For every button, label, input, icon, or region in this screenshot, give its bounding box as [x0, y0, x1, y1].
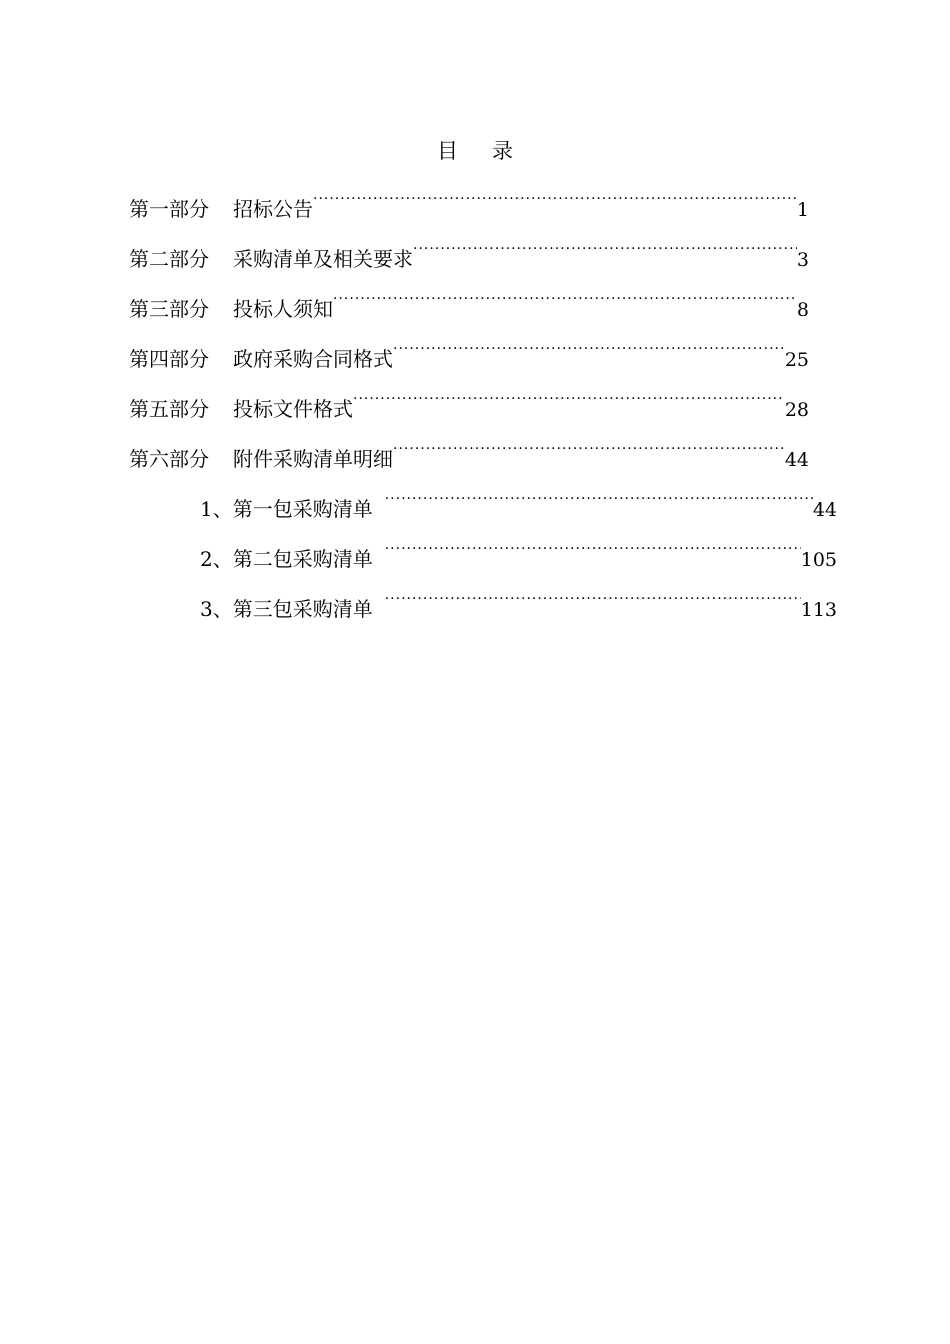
toc-dot-leader	[413, 234, 797, 266]
toc-entry-part: 第四部分	[129, 347, 209, 371]
toc-sub-entry-label: 1、第一包采购清单	[200, 497, 373, 521]
toc-entry[interactable]	[129, 234, 809, 271]
toc-entry-label: 政府采购合同格式	[233, 347, 393, 371]
toc-entry[interactable]	[129, 334, 809, 371]
toc-entry-label: 投标文件格式	[233, 397, 353, 421]
toc-dot-leader	[385, 584, 801, 616]
toc-dot-leader	[353, 384, 785, 416]
toc-dot-leader	[313, 184, 797, 216]
toc-entry-label: 投标人须知	[233, 297, 333, 321]
toc-sub-entry[interactable]	[200, 484, 837, 521]
toc-entry-page: 8	[796, 299, 809, 321]
toc-dot-leader	[393, 334, 785, 366]
toc-entry-page: 1	[796, 199, 809, 221]
toc-sub-entry-page: 105	[800, 549, 837, 571]
toc-entry[interactable]	[129, 284, 809, 321]
toc-dot-leader	[333, 284, 797, 316]
toc-entry-page: 3	[796, 249, 809, 271]
toc-entry[interactable]	[129, 384, 809, 421]
toc-sub-entry-page: 113	[800, 599, 837, 621]
toc-entry-label: 招标公告	[233, 197, 313, 221]
toc-entry-page: 28	[784, 399, 809, 421]
toc-entry-label: 采购清单及相关要求	[233, 247, 413, 271]
toc-entry-part: 第六部分	[129, 447, 209, 471]
toc-entry-page: 44	[784, 449, 809, 471]
toc-entry-part: 第五部分	[129, 397, 209, 421]
toc-entry-part: 第一部分	[129, 197, 209, 221]
toc-entry[interactable]	[129, 434, 809, 471]
toc-sub-entry-label: 2、第二包采购清单	[200, 547, 373, 571]
toc-dot-leader	[393, 434, 785, 466]
toc-entry-part: 第二部分	[129, 247, 209, 271]
toc-entry-label: 附件采购清单明细	[233, 447, 393, 471]
toc-dot-leader	[385, 484, 813, 516]
toc-sub-entry[interactable]	[200, 534, 837, 571]
toc-sub-entry-label: 3、第三包采购清单	[200, 597, 373, 621]
toc-sub-entry-page: 44	[812, 499, 837, 521]
toc-entry[interactable]	[129, 184, 809, 221]
toc-sub-entry[interactable]	[200, 584, 837, 621]
toc-entry-part: 第三部分	[129, 297, 209, 321]
toc-entry-page: 25	[784, 349, 809, 371]
toc-title: 目录	[437, 139, 547, 163]
toc-dot-leader	[385, 534, 801, 566]
